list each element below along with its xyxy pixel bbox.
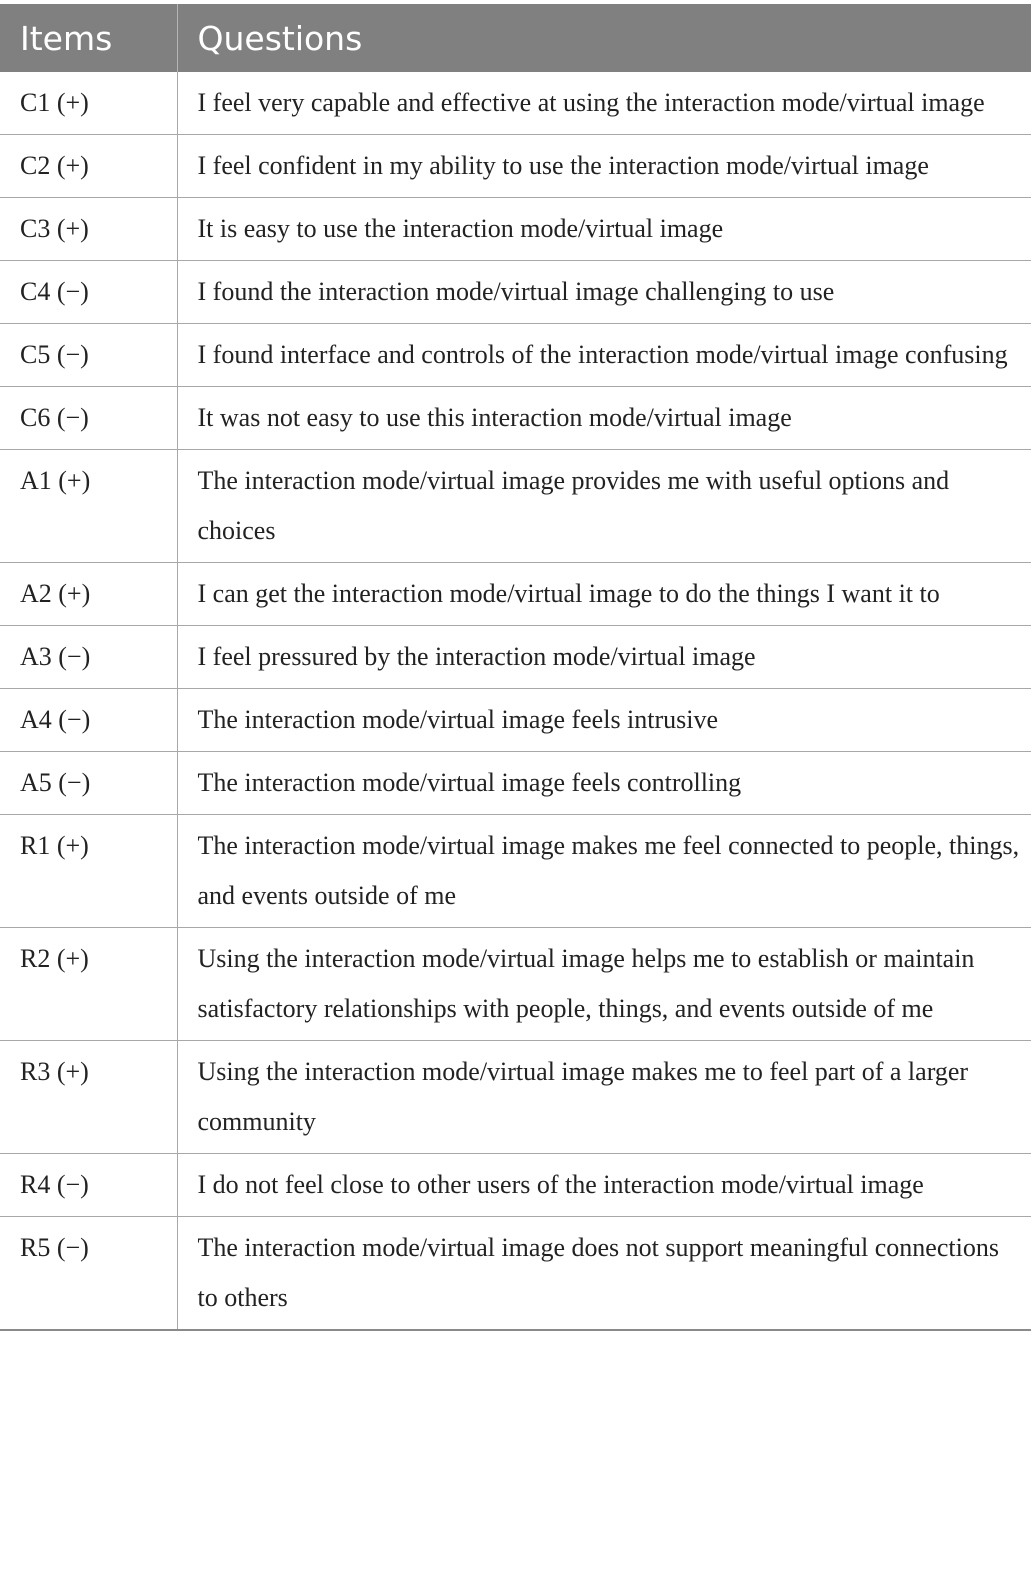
- item-code: A4 (−): [0, 689, 177, 752]
- item-code: C2 (+): [0, 135, 177, 198]
- question-text: I feel pressured by the interaction mode/virtual image: [177, 626, 1031, 689]
- column-header-questions: Questions: [177, 4, 1031, 72]
- column-header-items: Items: [0, 4, 177, 72]
- question-text: I can get the interaction mode/virtual image to do the things I want it to: [177, 563, 1031, 626]
- question-text: I found the interaction mode/virtual image challenging to use: [177, 261, 1031, 324]
- question-text: The interaction mode/virtual image provides me with useful options and choices: [177, 450, 1031, 563]
- table-row: [0, 135, 1031, 198]
- question-text: I feel very capable and effective at using the interaction mode/virtual image: [177, 72, 1031, 135]
- table-row: [0, 387, 1031, 450]
- table-body: [0, 72, 1031, 1330]
- item-code: R2 (+): [0, 928, 177, 1041]
- item-code: R3 (+): [0, 1041, 177, 1154]
- item-code: C3 (+): [0, 198, 177, 261]
- question-text: The interaction mode/virtual image feels controlling: [177, 752, 1031, 815]
- questionnaire-table: [0, 4, 1031, 1331]
- table-row: [0, 198, 1031, 261]
- item-code: A3 (−): [0, 626, 177, 689]
- item-code: C5 (−): [0, 324, 177, 387]
- table-row: [0, 752, 1031, 815]
- table-header: [0, 4, 1031, 72]
- item-code: C4 (−): [0, 261, 177, 324]
- item-code: A5 (−): [0, 752, 177, 815]
- table-row: [0, 689, 1031, 752]
- item-code: A1 (+): [0, 450, 177, 563]
- item-code: R1 (+): [0, 815, 177, 928]
- table-row: [0, 626, 1031, 689]
- table-row: [0, 1041, 1031, 1154]
- table-row: [0, 261, 1031, 324]
- question-text: It is easy to use the interaction mode/virtual image: [177, 198, 1031, 261]
- question-text: It was not easy to use this interaction mode/virtual image: [177, 387, 1031, 450]
- header-row: [0, 4, 1031, 72]
- question-text: The interaction mode/virtual image makes me feel connected to people, things, and events outside of me: [177, 815, 1031, 928]
- item-code: R4 (−): [0, 1154, 177, 1217]
- question-text: I do not feel close to other users of the interaction mode/virtual image: [177, 1154, 1031, 1217]
- table-row: [0, 72, 1031, 135]
- item-code: C1 (+): [0, 72, 177, 135]
- item-code: R5 (−): [0, 1217, 177, 1331]
- question-text: Using the interaction mode/virtual image helps me to establish or maintain satisfactory relationships with people, things, and events outside of me: [177, 928, 1031, 1041]
- table-row: [0, 324, 1031, 387]
- table-row: [0, 1217, 1031, 1331]
- question-text: I found interface and controls of the interaction mode/virtual image confusing: [177, 324, 1031, 387]
- table-row: [0, 1154, 1031, 1217]
- question-text: The interaction mode/virtual image does not support meaningful connections to others: [177, 1217, 1031, 1331]
- questionnaire-table-container: [0, 4, 1031, 1331]
- question-text: Using the interaction mode/virtual image makes me to feel part of a larger community: [177, 1041, 1031, 1154]
- table-row: [0, 450, 1031, 563]
- table-row: [0, 563, 1031, 626]
- question-text: I feel confident in my ability to use the interaction mode/virtual image: [177, 135, 1031, 198]
- table-row: [0, 928, 1031, 1041]
- item-code: A2 (+): [0, 563, 177, 626]
- question-text: The interaction mode/virtual image feels intrusive: [177, 689, 1031, 752]
- table-row: [0, 815, 1031, 928]
- item-code: C6 (−): [0, 387, 177, 450]
